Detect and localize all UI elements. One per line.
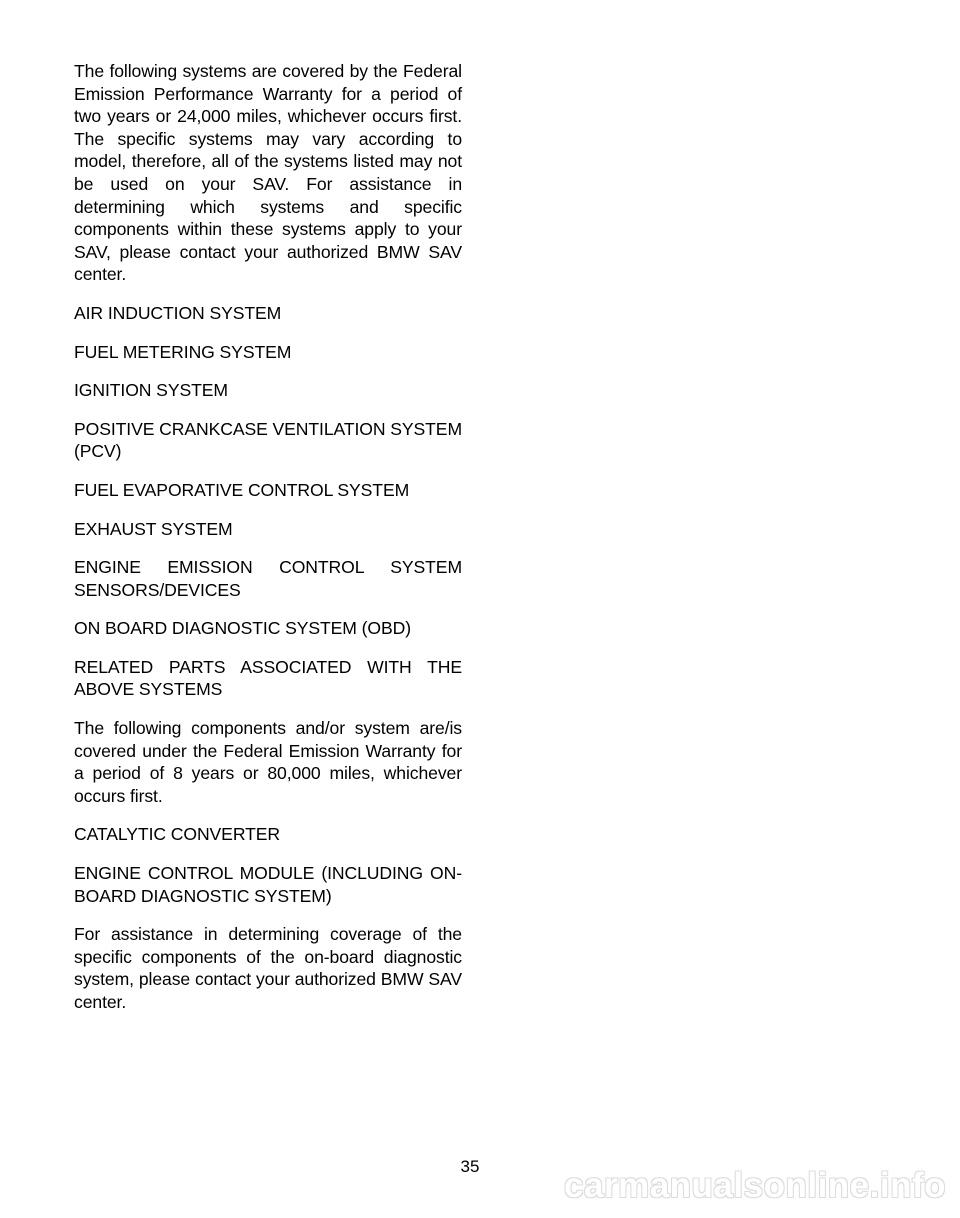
system-item-exhaust: EXHAUST SYSTEM — [74, 518, 233, 539]
system-item-fuel-evaporative: FUEL EVAPORATIVE CONTROL SYSTEM — [74, 479, 410, 500]
page-number: 35 — [460, 1157, 480, 1176]
document-column — [74, 60, 462, 1030]
components-intro-paragraph: The following components and/or system are/is covered under the Federal Emission Warranty for a period of 8 years or 80,000 miles, whichever occurs first. — [74, 718, 462, 806]
system-item-fuel-metering: FUEL METERING SYSTEM — [74, 341, 292, 362]
intro-paragraph: The following systems are covered by the Federal Emission Performance Warranty for a period of two years or 24,000 miles, whichever occurs first. The specific systems may vary according to model, therefore, all of the systems listed may not be used on your SAV. For assistance in determining which systems and specific components within these systems apply to your SAV, please contact your authorized BMW SAV center. — [74, 61, 462, 285]
system-item-obd: ON BOARD DIAGNOSTIC SYSTEM (OBD) — [74, 618, 411, 639]
watermark-logo: carmanualsonline.info — [564, 1166, 946, 1205]
system-item-pcv: POSITIVE CRANKCASE VENTILATION SYSTEM (PCV) — [74, 418, 463, 462]
system-item-air-induction: AIR INDUCTION SYSTEM — [74, 302, 282, 323]
closing-paragraph: For assistance in determining coverage of the specific components of the on-board diagnostic system, please contact your authorized BMW SAV center. — [74, 924, 462, 1012]
system-item-emission-sensors: ENGINE EMISSION CONTROL SYSTEM SENSORS/DEVICES — [74, 557, 462, 600]
system-item-related-parts: RELATED PARTS ASSOCIATED WITH THE ABOVE SYSTEMS — [74, 656, 462, 700]
system-item-ignition: IGNITION SYSTEM — [74, 380, 228, 401]
component-item-engine-control-module: ENGINE CONTROL MODULE (INCLUDING ON-BOARD DIAGNOSTIC SYSTEM) — [74, 863, 462, 906]
component-item-catalytic-converter: CATALYTIC CONVERTER — [74, 824, 280, 845]
